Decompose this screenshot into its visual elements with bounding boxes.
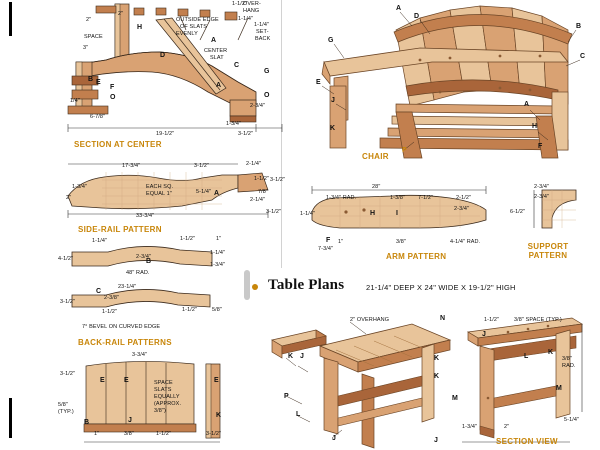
tbl-letter-k2: K [288, 353, 294, 360]
crop-bar-bottom [9, 398, 12, 438]
srp-dim-17-3-4: 17-3/4" [122, 163, 141, 169]
brp-note-48rad: 48" RAD. [126, 270, 150, 276]
letter-d: D [160, 52, 166, 59]
lld-dim-1-1-2: 1-1/2" [156, 431, 172, 437]
letter-c: C [234, 62, 240, 69]
dim-2-3-4: 2-3/4" [250, 103, 266, 109]
srp-dim-2-1-4b: 2-1/4" [250, 197, 266, 203]
note-outside-edge: OUTSIDE EDGE [176, 17, 219, 23]
sup-dim-2-3-4b: 2-3/4" [534, 194, 550, 200]
heading-tab-marker [244, 270, 250, 300]
tbl-note-overhang: 2" OVERHANG [350, 317, 390, 323]
brp-dim-1-1-4b: 1-1/4" [210, 250, 226, 256]
tbl-dim-3-8: 3/8" [562, 356, 572, 362]
srp-dim-5-1-4: 5-1/4" [196, 189, 212, 195]
table-plans-subtitle: 21-1/4" DEEP X 24" WIDE X 19-1/2" HIGH [366, 283, 516, 292]
brp-dim-5-8: 5/8" [212, 307, 222, 313]
note-set: SET- [256, 29, 269, 35]
lld-letter-k: K [216, 412, 222, 419]
arm-pattern-drawing [300, 182, 500, 238]
dim-1-1-2: 1-1/2" [232, 1, 248, 7]
sup-dim-6-1-2: 6-1/2" [510, 209, 526, 215]
srp-dim-3-1-2c: 3-1/2" [270, 177, 286, 183]
chair-letter-d: D [414, 13, 420, 20]
letter-f: F [110, 84, 115, 91]
dim-3in: 3" [83, 45, 89, 51]
lld-letter-e2: E [124, 377, 129, 384]
lld-dim-5-8: 5/8" [58, 402, 68, 408]
arm-dim-28: 28" [372, 184, 381, 190]
letter-a2: A [216, 82, 222, 89]
heading-bullet [252, 284, 258, 290]
lld-note-space: SPACE [154, 380, 173, 386]
tbl-dim-2in: 2" [504, 424, 510, 430]
brp-note-bevel: 7° BEVEL ON CURVED EDGE [82, 324, 161, 330]
letter-o2: O [264, 92, 270, 99]
caption-arm-pattern: ARM PATTERN [386, 252, 447, 261]
lld-note-slats: SLATS [154, 387, 172, 393]
tbl-letter-k3: K [434, 355, 440, 362]
letter-a: A [211, 37, 217, 44]
tbl-letter-l1: L [524, 353, 529, 360]
tbl-letter-m2: M [452, 395, 458, 402]
brp-letter-c: C [96, 288, 102, 295]
tbl-dim-1-1-2: 1-1/2" [484, 317, 500, 323]
table-plans-title: Table Plans [268, 277, 345, 293]
note-slat: SLAT [210, 55, 224, 61]
arm-dim-1in: 1" [338, 239, 344, 245]
brp-dim-2-3-8: 2-3/8" [104, 295, 120, 301]
srp-dim-2-1-4: 2-1/4" [246, 161, 262, 167]
srp-dim-3-1-2: 3-1/2" [194, 163, 210, 169]
dim-19-1-2: 19-1/2" [156, 131, 175, 137]
lld-note-approx: (APPROX. [154, 401, 182, 407]
tbl-dim-1-3-4: 1-3/4" [462, 424, 478, 430]
caption-chair: CHAIR [362, 152, 389, 161]
chair-letter-c: C [580, 53, 586, 60]
caption-back-rail-patterns: BACK-RAIL PATTERNS [78, 338, 172, 347]
tbl-letter-j2: J [300, 353, 304, 360]
srp-dim-1-1-2: 1-1/2" [254, 176, 270, 182]
chair-illustration [300, 0, 596, 160]
srp-note-equal: EQUAL 1" [146, 191, 172, 197]
note-setback-dim: 1-1/4" [254, 22, 270, 28]
tbl-letter-k1: K [548, 349, 554, 356]
arm-dim-1-3-4-rad: 1-3/4" RAD. [326, 195, 357, 201]
caption-support-line1: SUPPORT [527, 242, 569, 251]
sup-dim-2-3-4a: 2-3/4" [534, 184, 550, 190]
tbl-letter-j1: J [482, 331, 486, 338]
tbl-letter-j4: J [434, 437, 438, 444]
brp-dim-1in: 1" [216, 236, 222, 242]
chair-letter-p: P [402, 147, 407, 154]
brp-letter-b: B [146, 258, 152, 265]
lld-letter-e1: E [100, 377, 105, 384]
back-rail-b-drawing [62, 240, 242, 280]
note-center: CENTER [204, 48, 228, 54]
lld-letter-b: B [84, 419, 90, 426]
dim-1-3-4: 1-3/4" [226, 121, 242, 127]
chair-letter-j: J [331, 97, 335, 104]
arm-dim-1-1-4: 1-1/4" [300, 211, 316, 217]
lld-note-38: 3/8") [154, 408, 166, 414]
srp-note-each-sq: EACH SQ. [146, 184, 174, 190]
chair-letter-g: G [328, 37, 334, 44]
tbl-letter-j3: J [332, 435, 336, 442]
lld-note-equally: EQUALLY [154, 394, 180, 400]
caption-side-rail-pattern: SIDE-RAIL PATTERN [78, 225, 162, 234]
dim-1-4: 1/4" [70, 98, 80, 104]
dim-2in-b: 2" [118, 11, 124, 17]
crop-bar-top [9, 2, 12, 36]
dim-3-1-2: 3-1/2" [238, 131, 254, 137]
tbl-letter-l2: L [296, 411, 301, 418]
arm-dim-7-1-2: 7-1/2" [418, 195, 434, 201]
dim-1-1-4: 1-1/4" [238, 16, 254, 22]
brp-dim-1-1-2b: 1-1/2" [102, 309, 118, 315]
dim-2in-a: 2" [86, 17, 92, 23]
lld-letter-e3: E [214, 377, 219, 384]
lld-dim-typ: (TYP.) [58, 409, 74, 415]
chair-letter-b: B [576, 23, 582, 30]
brp-dim-1-1-2: 1-1/2" [180, 236, 196, 242]
letter-o: O [110, 94, 116, 101]
brp-dim-1-1-2c: 1-1/2" [182, 307, 198, 313]
arm-dim-1-3-8: 1-3/8" [390, 195, 406, 201]
lld-dim-3-1-2b: 3-1/2" [206, 431, 222, 437]
note-hang: HANG [243, 8, 260, 14]
brp-dim-2-3-4: 2-3/4" [136, 254, 152, 260]
arm-dim-3-8: 3/8" [396, 239, 406, 245]
letter-h: H [137, 24, 143, 31]
brp-dim-4-1-2: 4-1/2" [58, 256, 74, 262]
note-space: SPACE [84, 34, 103, 40]
lld-dim-3-8: 3/8" [124, 431, 134, 437]
srp-dim-7-8: 7/8" [258, 189, 268, 195]
caption-support-line2: PATTERN [528, 251, 568, 260]
arm-dim-2-3-4: 2-3/4" [454, 206, 470, 212]
back-rail-c-drawing [62, 285, 242, 321]
tbl-letter-k4: K [434, 373, 440, 380]
srp-dim-1-3-4: 1-3/4" [72, 184, 88, 190]
tbl-letter-m1: M [556, 385, 562, 392]
srp-dim-3-1-2b: 3-1/2" [266, 209, 282, 215]
arm-dim-4-1-4-rad: 4-1/4" RAD. [450, 239, 481, 245]
lld-dim-3-1-2: 3-1/2" [60, 371, 76, 377]
srp-letter-a: A [214, 190, 220, 197]
caption-section-at-center: SECTION AT CENTER [74, 140, 162, 149]
arm-letter-i: I [396, 210, 398, 217]
note-over: OVER- [243, 1, 261, 7]
chair-letter-a: A [396, 5, 402, 12]
srp-dim-2: 2" [66, 195, 72, 201]
note-evenly: EVENLY [176, 31, 198, 37]
lld-dim-3-3-4: 3-3/4" [132, 352, 148, 358]
letter-e: E [96, 79, 101, 86]
arm-dim-7-3-4: 7-3/4" [318, 246, 334, 252]
tbl-dim-5-1-4: 5-1/4" [564, 417, 580, 423]
tbl-dim-rad: RAD. [562, 363, 576, 369]
brp-dim-1-1-4: 1-1/4" [92, 238, 108, 244]
srp-dim-33-3-4: 33-3/4" [136, 213, 155, 219]
letter-b: B [88, 76, 94, 83]
chair-letter-k: K [330, 125, 336, 132]
chair-letter-f: F [538, 143, 543, 150]
dim-6-7-8: 6-7/8" [90, 114, 106, 120]
arm-dim-2-1-2: 2-1/2" [456, 195, 472, 201]
chair-letter-e: E [316, 79, 321, 86]
chair-letter-a2: A [524, 101, 530, 108]
letter-g: G [264, 68, 270, 75]
tbl-note-space-typ: 3/8" SPACE (TYP.) [514, 317, 562, 323]
arm-letter-h: H [370, 210, 376, 217]
lld-letter-j: J [128, 417, 132, 424]
caption-section-view: SECTION VIEW [496, 437, 558, 446]
tbl-letter-n: N [440, 315, 446, 322]
brp-dim-1-3-4: 1-3/4" [210, 262, 226, 268]
note-of-slats: OF SLATS [180, 24, 207, 30]
tbl-letter-p: P [284, 393, 289, 400]
arm-letter-f: F [326, 237, 331, 244]
note-back: BACK [255, 36, 271, 42]
lld-dim-1in: 1" [94, 431, 100, 437]
brp-dim-3-1-2: 3-1/2" [60, 299, 76, 305]
chair-letter-h: H [532, 123, 538, 130]
brp-dim-23-1-4: 23-1/4" [118, 284, 137, 290]
